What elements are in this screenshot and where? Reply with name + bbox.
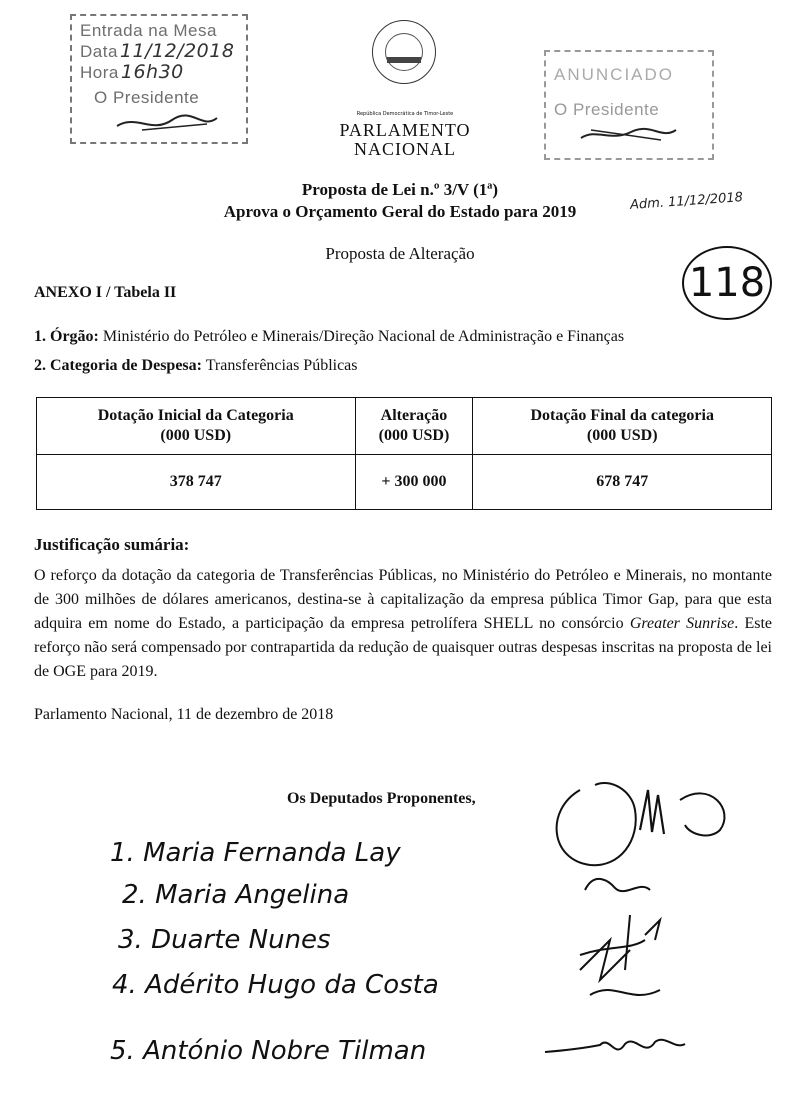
annex-label: ANEXO I / Tabela II bbox=[34, 284, 177, 301]
table-cell-initial: 378 747 bbox=[37, 455, 356, 510]
signatory-name-2: 2. Maria Angelina bbox=[122, 880, 350, 910]
proposal-number: Proposta de Lei n.º 3/V (1ª) bbox=[301, 180, 499, 199]
organ-line: 1. Órgão: Ministério do Petróleo e Minerais/Direção Nacional de Administração e Finanças bbox=[34, 328, 625, 345]
announced-signature-icon bbox=[576, 122, 686, 146]
parliament-name: PARLAMENTO NACIONAL bbox=[339, 120, 471, 159]
table-header-change: Alteração (000 USD) bbox=[355, 398, 473, 455]
republic-label: República Democrática de Timor-Leste bbox=[356, 111, 454, 117]
category-line: 2. Categoria de Despesa: Transferências Públicas bbox=[34, 357, 358, 374]
announced-stamp bbox=[544, 50, 714, 160]
budget-table bbox=[36, 397, 772, 510]
page-number-circle: 118 bbox=[682, 246, 772, 320]
handwritten-note: Adm. 11/12/2018 bbox=[629, 190, 744, 213]
signatory-name-5: 5. António Nobre Tilman bbox=[110, 1036, 427, 1066]
signature-1-icon bbox=[540, 770, 740, 920]
table-header-row bbox=[37, 398, 772, 455]
announced-stamp-title: ANUNCIADO bbox=[554, 65, 675, 84]
signatory-name-4: 4. Adérito Hugo da Costa bbox=[112, 970, 439, 1000]
signatories-heading: Os Deputados Proponentes, bbox=[287, 790, 476, 807]
justification-heading: Justificação sumária: bbox=[34, 535, 190, 554]
signatory-name-3: 3. Duarte Nunes bbox=[118, 925, 331, 955]
proposal-subtitle: Proposta de Alteração bbox=[325, 244, 475, 263]
received-stamp-time-value: 16h30 bbox=[120, 61, 184, 83]
received-stamp-signer: O Presidente bbox=[94, 88, 200, 107]
table-cell-change: + 300 000 bbox=[355, 455, 473, 510]
received-stamp-time: Hora 16h30 bbox=[80, 61, 184, 83]
table-cell-final: 678 747 bbox=[473, 455, 772, 510]
justification-text: O reforço da dotação da categoria de Transferências Públicas, no Ministério do Petróleo e Minerais, no montante de 300 milhões de dólares americanos, destina-se à capitalização da empresa pública Timor Gap, para que esta adquira em nome do Estado, a participação da empresa petrolífera SHELL no consórcio Greater Sunrise. Este reforço não será compensado por contrapartida da redução de quaisquer outras despesas inscritas na proposta de lei de OGE para 2019. bbox=[34, 567, 773, 680]
table-header-initial: Dotação Inicial da Categoria (000 USD) bbox=[37, 398, 356, 455]
received-stamp-date-value: 11/12/2018 bbox=[119, 40, 235, 62]
signature-3-icon bbox=[570, 910, 680, 1020]
proposal-title: Aprova o Orçamento Geral do Estado para 2019 bbox=[223, 202, 577, 221]
stamp-signature-icon bbox=[112, 112, 222, 136]
received-stamp-date: Data 11/12/2018 bbox=[80, 40, 235, 62]
signature-5-icon bbox=[540, 1030, 690, 1070]
table-row bbox=[37, 455, 772, 510]
table-header-final: Dotação Final da categoria (000 USD) bbox=[473, 398, 772, 455]
signatory-name-1: 1. Maria Fernanda Lay bbox=[110, 838, 401, 868]
parliament-seal-icon bbox=[372, 20, 436, 84]
announced-stamp-signer: O Presidente bbox=[554, 100, 660, 119]
received-stamp-title: Entrada na Mesa bbox=[80, 21, 217, 40]
received-stamp bbox=[70, 14, 248, 144]
place-date: Parlamento Nacional, 11 de dezembro de 2018 bbox=[34, 706, 334, 723]
